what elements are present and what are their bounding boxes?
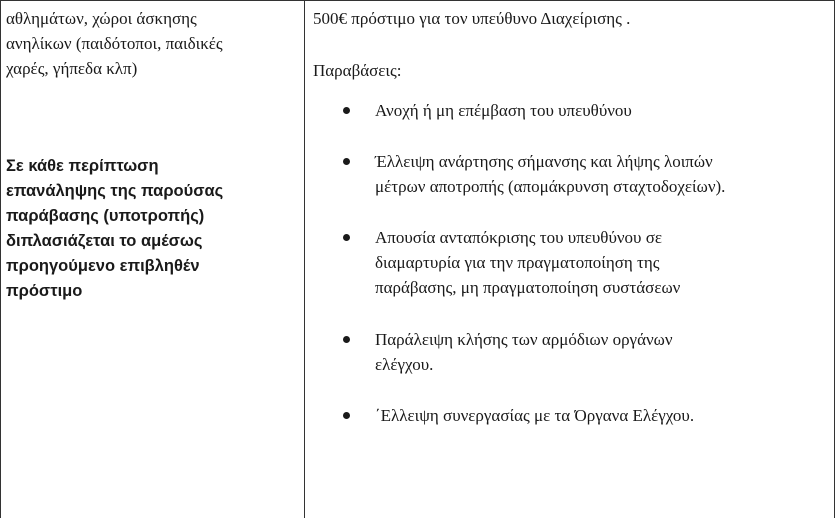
bullet-icon — [343, 107, 350, 114]
item-line: Απουσία ανταπόκρισης του υπευθύνου σε — [375, 228, 663, 247]
item-line: μέτρων αποτροπής (απομάκρυνση σταχτοδοχείων). — [375, 177, 726, 196]
item-line: Παράλειψη κλήσης των αρμόδιων οργάνων — [375, 330, 673, 349]
right-cell — [313, 6, 833, 425]
left-cell — [6, 6, 296, 300]
note-line: παράβασης (υποτροπής) — [6, 207, 205, 225]
venue-line: χαρές, γήπεδα κλπ) — [6, 59, 138, 78]
item-line: ελέγχου. — [375, 355, 434, 374]
venue-line: ανηλίκων (παιδότοποι, παιδικές — [6, 34, 223, 53]
note-line: Σε κάθε περίπτωση — [6, 157, 159, 175]
table-left-border — [0, 1, 1, 518]
item-line: ΄Ελλειψη συνεργασίας με τα Όργανα Ελέγχου. — [375, 406, 695, 425]
note-line: πρόστιμο — [6, 282, 83, 300]
bullet-icon — [343, 158, 350, 165]
note-line: προηγούμενο επιβληθέν — [6, 257, 200, 275]
violations-label: Παραβάσεις: — [313, 61, 402, 80]
column-divider — [304, 1, 305, 518]
item-line: διαμαρτυρία για την πραγματοποίηση της — [375, 253, 660, 272]
venue-line: αθλημάτων, χώροι άσκησης — [6, 9, 197, 28]
bullet-icon — [343, 412, 350, 419]
bullet-icon — [343, 336, 350, 343]
note-line: επανάληψης της παρούσας — [6, 182, 224, 200]
repeat-offense-note — [6, 154, 296, 304]
item-line: Έλλειψη ανάρτησης σήμανσης και λήψης λοιπών — [375, 152, 713, 171]
item-line: παράβασης, μη πραγματοποίηση συστάσεων — [375, 278, 681, 297]
note-line: διπλασιάζεται το αμέσως — [6, 232, 203, 250]
fine-text: 500€ πρόστιμο για τον υπεύθυνο Διαχείρισης . — [313, 9, 631, 28]
item-line: Ανοχή ή μη επέμβαση του υπευθύνου — [375, 101, 632, 120]
bullet-icon — [343, 234, 350, 241]
venue-description — [6, 6, 296, 81]
